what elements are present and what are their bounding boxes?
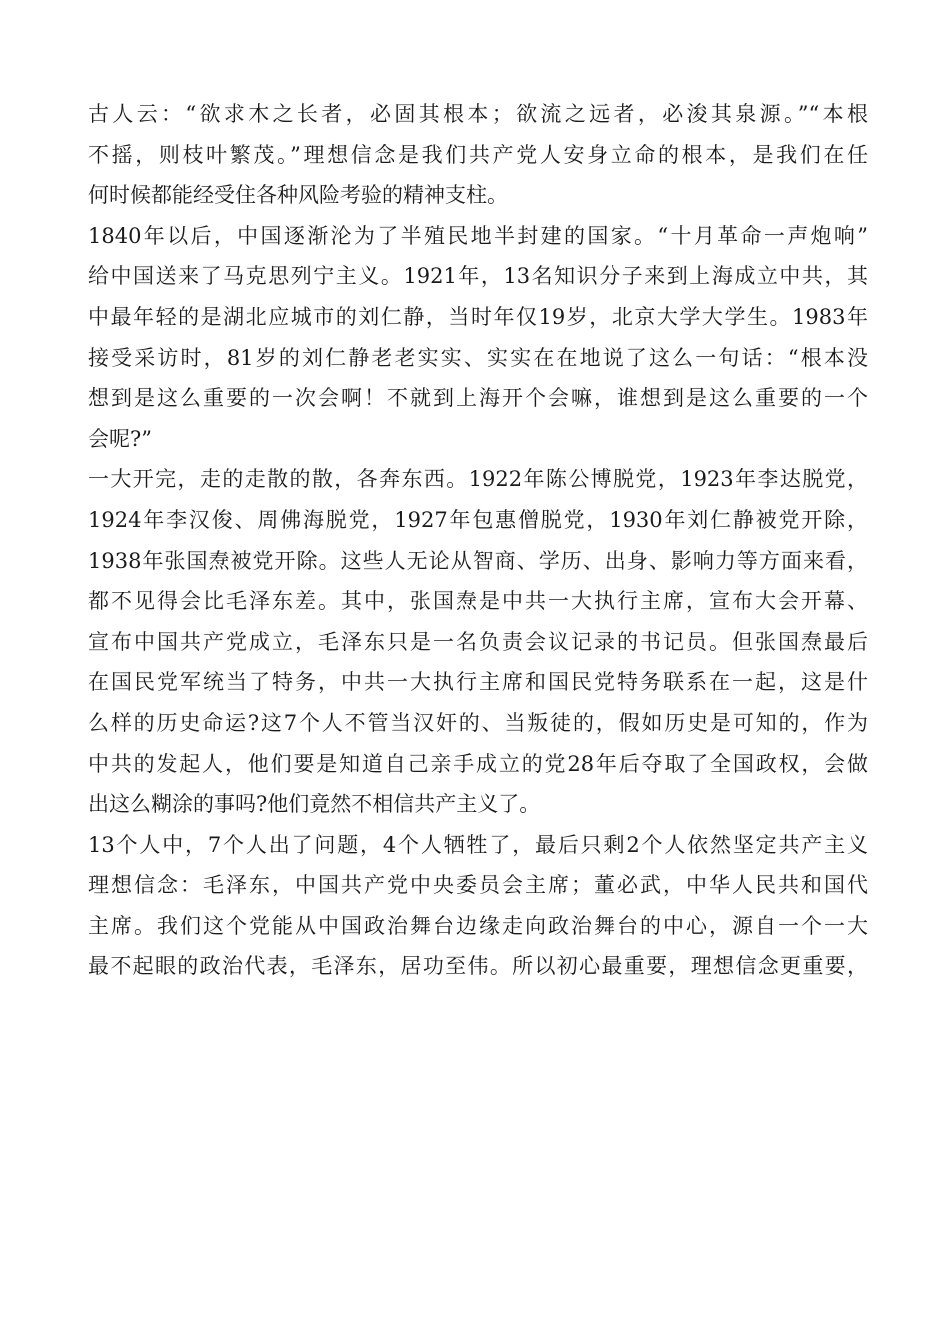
text-line: 古人云：“欲求木之长者，必固其根本；欲流之远者，必浚其泉源。”“本根	[88, 102, 868, 126]
text-line: 接受采访时，81岁的刘仁静老老实实、实实在在地说了这么一句话：“根本没	[88, 345, 868, 370]
text-line: 给中国送来了马克思列宁主义。1921年，13名知识分子来到上海成立中共，其	[88, 264, 868, 289]
text-line: 何时候都能经受住各种风险考验的精神支柱。	[88, 183, 508, 208]
text-line: 1938年张国焘被党开除。这些人无论从智商、学历、出身、影响力等方面来看，	[88, 548, 868, 573]
text-line: 在国民党军统当了特务，中共一大执行主席和国民党特务联系在一起，这是什	[88, 670, 868, 695]
text-line: 1840年以后，中国逐渐沦为了半殖民地半封建的国家。“十月革命一声炮响”	[88, 223, 868, 248]
text-line: 不摇，则枝叶繁茂。”理想信念是我们共产党人安身立命的根本，是我们在任	[88, 142, 868, 167]
text-line: 主席。我们这个党能从中国政治舞台边缘走向政治舞台的中心，源自一个一大	[88, 913, 868, 938]
text-line: 13个人中，7个人出了问题，4个人牺牲了，最后只剩2个人依然坚定共产主义	[88, 832, 868, 857]
text-line: 么样的历史命运?这7个人不管当汉奸的、当叛徒的，假如历史是可知的，作为	[88, 710, 868, 735]
text-line: 理想信念：毛泽东，中国共产党中央委员会主席；董必武，中华人民共和国代	[88, 873, 868, 898]
text-line: 出这么糊涂的事吗?他们竟然不相信共产主义了。	[88, 792, 541, 817]
text-line: 想到是这么重要的一次会啊！不就到上海开个会嘛，谁想到是这么重要的一个	[88, 386, 868, 411]
text-line: 中最年轻的是湖北应城市的刘仁静，当时年仅19岁，北京大学大学生。1983年	[88, 304, 868, 329]
text-line: 1924年李汉俊、周佛海脱党，1927年包惠僧脱党，1930年刘仁静被党开除，	[88, 507, 868, 532]
text-line: 会呢?”	[88, 426, 152, 451]
text-line: 都不见得会比毛泽东差。其中，张国焘是中共一大执行主席，宣布大会开幕、	[88, 589, 868, 614]
text-line: 最不起眼的政治代表，毛泽东，居功至伟。所以初心最重要，理想信念更重要，	[88, 954, 868, 979]
text-line: 一大开完，走的走散的散，各奔东西。1922年陈公博脱党，1923年李达脱党，	[88, 467, 868, 492]
text-line: 宣布中国共产党成立，毛泽东只是一名负责会议记录的书记员。但张国焘最后	[88, 629, 868, 654]
text-line: 中共的发起人，他们要是知道自己亲手成立的党28年后夺取了全国政权，会做	[88, 751, 868, 776]
body-text	[88, 94, 868, 987]
